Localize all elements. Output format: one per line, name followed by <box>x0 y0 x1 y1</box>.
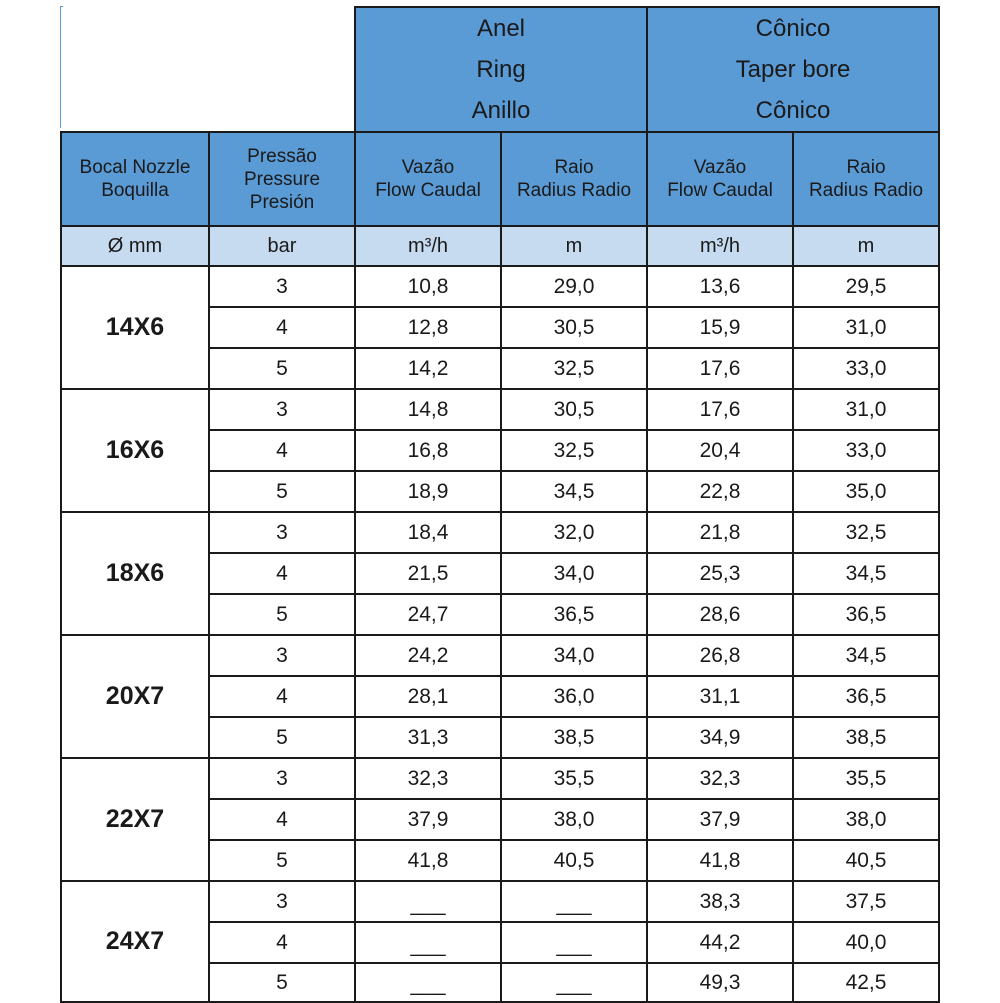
taper-flow-cell: 22,8 <box>647 471 793 512</box>
ring-radius-cell: 32,0 <box>501 512 647 553</box>
not-available-mark: ___ <box>410 973 446 996</box>
pressure-cell: 3 <box>209 758 355 799</box>
header-line: Presión <box>249 191 315 213</box>
header-pressure <box>209 132 355 226</box>
table-row <box>61 512 939 553</box>
header-line: Bocal Nozzle <box>79 157 191 178</box>
group-taper-line: Taper bore <box>735 56 851 83</box>
ring-radius-cell: 34,5 <box>501 471 647 512</box>
header-line: Flow Caudal <box>667 180 773 201</box>
ring-radius-cell <box>501 963 647 1002</box>
pressure-cell: 4 <box>209 553 355 594</box>
group-taper-line: Cônico <box>755 15 831 42</box>
pressure-cell: 3 <box>209 389 355 430</box>
group-ring-line: Anel <box>476 15 526 42</box>
ring-flow-cell: 24,7 <box>355 594 501 635</box>
nozzle-size-cell: 18X6 <box>61 512 209 635</box>
pressure-cell: 5 <box>209 594 355 635</box>
taper-flow-cell: 28,6 <box>647 594 793 635</box>
ring-radius-cell <box>501 881 647 922</box>
pressure-cell: 4 <box>209 676 355 717</box>
nozzle-size-cell: 16X6 <box>61 389 209 512</box>
taper-flow-cell: 41,8 <box>647 840 793 881</box>
pressure-cell: 4 <box>209 430 355 471</box>
header-ring-radius <box>501 132 647 226</box>
pressure-cell: 5 <box>209 471 355 512</box>
table-row <box>61 266 939 307</box>
ring-flow-cell: 10,8 <box>355 266 501 307</box>
header-line: Pressão <box>247 145 317 167</box>
ring-flow-cell: 18,4 <box>355 512 501 553</box>
group-header-ring <box>355 7 647 132</box>
pressure-cell: 5 <box>209 717 355 758</box>
taper-flow-cell: 15,9 <box>647 307 793 348</box>
ring-radius-cell: 34,0 <box>501 635 647 676</box>
unit-ring-radius: m <box>501 226 647 266</box>
header-line: Pressure <box>243 168 321 190</box>
ring-flow-cell <box>355 963 501 1002</box>
ring-radius-cell: 30,5 <box>501 307 647 348</box>
ring-flow-cell: 31,3 <box>355 717 501 758</box>
group-header-row <box>61 7 939 132</box>
unit-taper-radius: m <box>793 226 939 266</box>
ring-radius-cell: 40,5 <box>501 840 647 881</box>
blank-corner <box>61 7 355 132</box>
table-row <box>61 758 939 799</box>
taper-radius-cell: 31,0 <box>793 307 939 348</box>
taper-flow-cell: 31,1 <box>647 676 793 717</box>
header-taper-radius <box>793 132 939 226</box>
pressure-cell: 4 <box>209 922 355 963</box>
ring-radius-cell: 32,5 <box>501 348 647 389</box>
ring-radius-cell: 34,0 <box>501 553 647 594</box>
ring-radius-cell: 29,0 <box>501 266 647 307</box>
taper-radius-cell: 40,5 <box>793 840 939 881</box>
pressure-cell: 5 <box>209 348 355 389</box>
not-available-mark: ___ <box>556 893 592 916</box>
taper-radius-cell: 38,0 <box>793 799 939 840</box>
header-taper-flow <box>647 132 793 226</box>
ring-flow-cell: 41,8 <box>355 840 501 881</box>
taper-flow-cell: 49,3 <box>647 963 793 1002</box>
taper-flow-cell: 13,6 <box>647 266 793 307</box>
group-ring-line: Ring <box>476 56 526 83</box>
ring-radius-cell: 38,5 <box>501 717 647 758</box>
pressure-cell: 4 <box>209 307 355 348</box>
taper-radius-cell: 33,0 <box>793 430 939 471</box>
pressure-cell: 3 <box>209 512 355 553</box>
ring-radius-cell: 38,0 <box>501 799 647 840</box>
header-line: Raio <box>554 157 594 178</box>
taper-flow-cell: 32,3 <box>647 758 793 799</box>
taper-flow-cell: 38,3 <box>647 881 793 922</box>
taper-flow-cell: 20,4 <box>647 430 793 471</box>
taper-radius-cell: 37,5 <box>793 881 939 922</box>
ring-flow-cell: 16,8 <box>355 430 501 471</box>
taper-radius-cell: 36,5 <box>793 676 939 717</box>
header-line: Flow Caudal <box>375 180 481 201</box>
ring-flow-cell: 21,5 <box>355 553 501 594</box>
unit-pressure: bar <box>209 226 355 266</box>
header-line: Boquilla <box>101 180 169 201</box>
unit-taper-flow: m³/h <box>647 226 793 266</box>
taper-flow-cell: 21,8 <box>647 512 793 553</box>
group-ring-line: Anillo <box>471 97 531 124</box>
taper-radius-cell: 33,0 <box>793 348 939 389</box>
taper-radius-cell: 42,5 <box>793 963 939 1002</box>
header-line: Raio <box>846 157 886 178</box>
taper-flow-cell: 37,9 <box>647 799 793 840</box>
taper-flow-cell: 17,6 <box>647 348 793 389</box>
pressure-cell: 5 <box>209 963 355 1002</box>
ring-flow-cell: 32,3 <box>355 758 501 799</box>
header-ring-flow <box>355 132 501 226</box>
nozzle-size-cell: 20X7 <box>61 635 209 758</box>
column-header-row <box>61 132 939 226</box>
ring-flow-cell: 12,8 <box>355 307 501 348</box>
unit-nozzle: Ø mm <box>61 226 209 266</box>
header-line: Vazão <box>401 157 455 178</box>
taper-flow-cell: 17,6 <box>647 389 793 430</box>
ring-radius-cell: 36,5 <box>501 594 647 635</box>
ring-radius-cell: 30,5 <box>501 389 647 430</box>
not-available-mark: ___ <box>556 973 592 996</box>
taper-radius-cell: 31,0 <box>793 389 939 430</box>
nozzle-size-cell: 14X6 <box>61 266 209 389</box>
table-row <box>61 881 939 922</box>
not-available-mark: ___ <box>410 893 446 916</box>
taper-radius-cell: 38,5 <box>793 717 939 758</box>
ring-radius-cell <box>501 922 647 963</box>
ring-radius-cell: 36,0 <box>501 676 647 717</box>
header-line: Radius Radio <box>808 180 924 201</box>
taper-radius-cell: 35,5 <box>793 758 939 799</box>
ring-flow-cell: 14,8 <box>355 389 501 430</box>
taper-radius-cell: 29,5 <box>793 266 939 307</box>
nozzle-size-cell: 22X7 <box>61 758 209 881</box>
ring-flow-cell <box>355 922 501 963</box>
ring-radius-cell: 32,5 <box>501 430 647 471</box>
taper-flow-cell: 25,3 <box>647 553 793 594</box>
ring-flow-cell: 14,2 <box>355 348 501 389</box>
taper-radius-cell: 34,5 <box>793 553 939 594</box>
not-available-mark: ___ <box>410 934 446 957</box>
unit-ring-flow: m³/h <box>355 226 501 266</box>
group-header-taper <box>647 7 939 132</box>
table-row <box>61 635 939 676</box>
taper-radius-cell: 35,0 <box>793 471 939 512</box>
table-row <box>61 389 939 430</box>
taper-radius-cell: 32,5 <box>793 512 939 553</box>
taper-flow-cell: 44,2 <box>647 922 793 963</box>
ring-radius-cell: 35,5 <box>501 758 647 799</box>
ring-flow-cell <box>355 881 501 922</box>
header-nozzle <box>61 132 209 226</box>
nozzle-size-cell: 24X7 <box>61 881 209 1002</box>
taper-radius-cell: 40,0 <box>793 922 939 963</box>
pressure-cell: 3 <box>209 266 355 307</box>
pressure-cell: 3 <box>209 881 355 922</box>
taper-radius-cell: 34,5 <box>793 635 939 676</box>
header-line: Vazão <box>693 157 747 178</box>
ring-flow-cell: 24,2 <box>355 635 501 676</box>
ring-flow-cell: 28,1 <box>355 676 501 717</box>
ring-flow-cell: 18,9 <box>355 471 501 512</box>
taper-flow-cell: 34,9 <box>647 717 793 758</box>
pressure-cell: 5 <box>209 840 355 881</box>
pressure-cell: 3 <box>209 635 355 676</box>
not-available-mark: ___ <box>556 934 592 957</box>
group-taper-line: Cônico <box>755 97 831 124</box>
nozzle-performance-table <box>60 6 940 1003</box>
taper-flow-cell: 26,8 <box>647 635 793 676</box>
taper-radius-cell: 36,5 <box>793 594 939 635</box>
pressure-cell: 4 <box>209 799 355 840</box>
units-row <box>61 226 939 266</box>
ring-flow-cell: 37,9 <box>355 799 501 840</box>
header-line: Radius Radio <box>516 180 632 201</box>
